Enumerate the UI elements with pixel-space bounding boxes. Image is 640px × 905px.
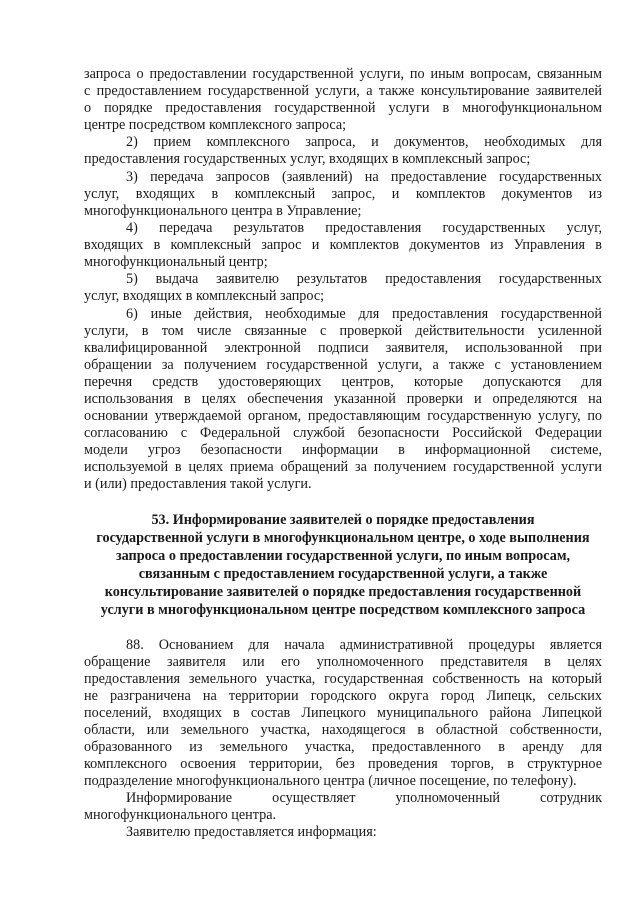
text-line: услуг, входящих в комплексный запрос, и комплектов документов из xyxy=(84,186,602,202)
text-line: 5) выдача заявителю результатов предоставления государственных xyxy=(126,271,602,287)
text-line: образованного из земельного участка, предоставленного в аренду для xyxy=(84,739,602,755)
heading-line: запроса о предоставлении государственной услуги, по иным вопросам, xyxy=(115,548,571,564)
text-line: подразделение многофункционального центра (личное посещение, по телефону). xyxy=(84,773,577,789)
text-line: многофункциональный центр; xyxy=(84,254,268,270)
heading-line: услуги в многофункциональном центре посредством комплексного запроса xyxy=(100,602,586,618)
text-line: о порядке предоставления государственной услуги в многофункциональном xyxy=(84,100,602,116)
text-line: услуг, входящих в комплексный запрос; xyxy=(84,288,325,304)
text-line: не разграничена на территории городского округа город Липецк, сельских xyxy=(84,688,602,704)
text-line: многофункционального центра. xyxy=(84,807,277,823)
text-line: 4) передача результатов предоставления государственных услуг, xyxy=(126,220,602,236)
text-line: центре посредством комплексного запроса; xyxy=(84,117,347,133)
text-line: Информирование осуществляет уполномоченный сотрудник xyxy=(126,790,602,806)
text-line: обращение заявителя или его уполномоченного представителя в целях xyxy=(84,654,602,670)
heading-line: государственной услуги в многофункциональном центре, о ходе выполнения xyxy=(96,530,590,546)
text-line: и (или) предоставления такой услуги. xyxy=(84,476,312,492)
text-line: использования в целях обеспечения указанной проверки и определяются на xyxy=(84,391,602,407)
text-line: обращении за получением государственной услуги, а также с установлением xyxy=(84,357,602,373)
text-line: входящих в комплексный запрос и комплектов документов из Управления в xyxy=(84,237,602,253)
text-line: поселений, входящих в состав Липецкого муниципального района Липецкой xyxy=(84,705,602,721)
text-line: 88. Основанием для начала административной процедуры является xyxy=(126,637,602,653)
text-line: основании утверждаемой органом, предоставляющим государственную услугу, по xyxy=(84,408,602,424)
text-line: 2) прием комплексного запроса, и документов, необходимых для xyxy=(126,134,602,150)
text-line: предоставления земельного участка, государственная собственность на который xyxy=(84,671,602,687)
text-line: области, или земельного участка, находящегося в областной собственности, xyxy=(84,722,602,738)
text-line: используемой в целях приема обращений за получением государственной услуги xyxy=(84,459,602,475)
text-line: перечня средств удостоверяющих центров, которые допускаются для xyxy=(84,374,602,390)
text-line: 3) передача запросов (заявлений) на предоставление государственных xyxy=(126,169,602,185)
text-line: с предоставлением государственной услуги, а также консультирование заявителей xyxy=(84,83,602,99)
text-line: квалифицированной электронной подписи заявителя, использованной при xyxy=(84,340,602,356)
text-line: запроса о предоставлении государственной услуги, по иным вопросам, связанным xyxy=(84,66,602,82)
text-line: 6) иные действия, необходимые для предоставления государственной xyxy=(126,306,602,322)
text-line: модели угроз безопасности информации в информационной системе, xyxy=(84,442,602,458)
text-line: услуги, в том числе связанные с проверкой действительности усиленной xyxy=(84,323,602,339)
text-line: предоставления государственных услуг, входящих в комплексный запрос; xyxy=(84,151,531,167)
heading-line: консультирование заявителей о порядке предоставления государственной xyxy=(104,584,582,600)
heading-line: связанным с предоставлением государственной услуги, а также xyxy=(138,566,548,582)
heading-line: 53. Информирование заявителей о порядке предоставления xyxy=(151,512,535,528)
text-line: согласованию с Федеральной службой безопасности Российской Федерации xyxy=(84,425,602,441)
text-line: многофункционального центра в Управление; xyxy=(84,203,362,219)
text-line: комплексного освоения территории, без проведения торгов, в структурное xyxy=(84,756,602,772)
info-provided-line: Заявителю предоставляется информация: xyxy=(126,824,377,840)
